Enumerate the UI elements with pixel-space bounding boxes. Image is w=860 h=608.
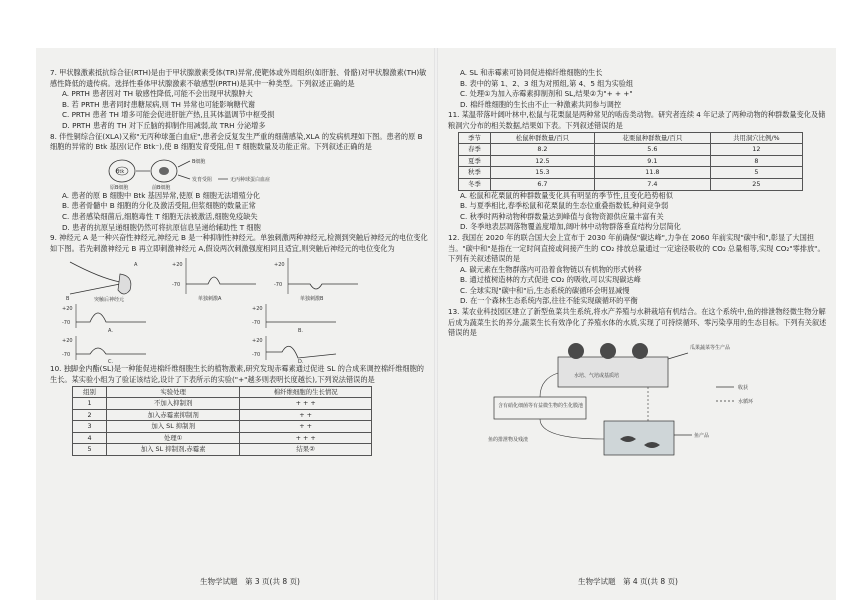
question-7-option-d: D. PRTH 患者的 TH 对下丘脑的抑制作用减弱,故 TRH 分泌增多	[62, 120, 266, 130]
table-header: 松鼠种群数量/百只	[490, 132, 594, 144]
tick-minus70-a: -70	[172, 282, 181, 289]
question-11-option-b: B. 与夏季相比,春季松鼠和花栗鼠的生态位重叠指数低,种间竞争弱	[460, 201, 669, 211]
table-row: 秋季 15.3 11.8 5	[459, 167, 803, 179]
question-11-stem: 11. 某温带落叶阔叶林中,松鼠与花栗鼠是两种常见的啮齿类动物。研究者连续 4 年记录了两种动物的种群数量变化及储粮洞穴分布的相关数据,结果如下表。下列叙述错误的是	[448, 110, 826, 130]
question-8-option-c: C. 患者感染细菌后,细胞毒性 T 细胞无法被激活,细胞免疫缺失	[62, 211, 258, 221]
option-a-figure-label: A.	[108, 328, 113, 335]
postsynaptic-label: 突触后神经元	[94, 297, 125, 303]
fish-products-label: 鱼产品	[694, 432, 710, 439]
table-header: 季节	[459, 132, 491, 144]
svg-text:-70: -70	[252, 352, 261, 359]
table-row: 5 加入 SL 抑制剂,赤霉素 结果②	[73, 444, 372, 456]
potential-options-diagram	[50, 302, 430, 364]
question-10-stem: 10. 独脚金内酯(SL)是一种能促进棉纤维细胞生长的植物激素,研究发现赤霉素通过促进 SL 的合成来调控棉纤维细胞的生长。某实验小组为了验证该结论,设计了下表所示的实验("+"越多则表明长度越长),下列说法错误的是	[50, 364, 424, 384]
question-10-option-c: C. 处理①为加入赤霉素抑制剂和 SL,结果②为"+ + +"	[460, 89, 633, 99]
question-8-option-b: B. 患者骨髓中 B 细胞的分化及激活受阻,但浆细胞的数量正常	[62, 201, 256, 211]
question-11-option-d: D. 冬季地表层凋落物覆盖度增加,阔叶林中动物群落垂直结构分层简化	[460, 222, 681, 232]
table-header: 棉纤维细胞的生长情况	[240, 386, 372, 398]
neuron-potential-diagram	[50, 254, 430, 302]
question-12-option-d: D. 在一个森林生态系统内部,往往不能实现碳循环的平衡	[460, 296, 638, 306]
hydroponics-label: 水培、气培或基质培	[574, 372, 620, 379]
question-13-stem: 13. 某农业科技园区建立了新型鱼菜共生系统,将水产养殖与水耕栽培有机结合。在这个系统中,鱼的排泄物经微生物分解后成为蔬菜生长的养分,蔬菜生长有效净化了养殖水体的水质,实现了可持续循环、零污染享用的生态目标。下列有关叙述错误的是	[448, 307, 827, 338]
question-12-stem: 12. 我国在 2020 年的联合国大会上宣布于 2030 年前确保"碳达峰",力争在 2060 年前实现"碳中和",彰显了大国担当。"碳中和"是指在一定时间直接或间接产生的 CO₂ 排放总量通过一定途径吸收的 CO₂ 总量相等,实现 CO₂"零排放"。下列有关叙述错误的是	[448, 232, 825, 264]
neuron-b-label: B	[66, 296, 70, 303]
question-11-option-c: C. 秋季时两种动物种群数量达到峰值与食物资源供应量丰富有关	[460, 211, 664, 221]
question-11-table	[458, 132, 803, 191]
xla-mechanism-diagram	[50, 153, 430, 191]
table-row: 春季 8.2 5.6 12	[459, 144, 803, 156]
vegetable-products-label: 瓜果蔬菜等生产品	[690, 344, 731, 351]
question-9-stem: 9. 神经元 A 是一种兴奋性神经元,神经元 B 是一种抑制性神经元。单独刺激两种神经元,检测到突触后神经元的电位变化如下图。若先刺激神经元 B 再立即刺激神经元 A,假设两次刺激强度相同且适宜,则突触后神经元的电位变化为	[50, 233, 428, 253]
question-10-option-d: D. 棉纤维细胞的生长由不止一种激素共同参与调控	[460, 99, 622, 109]
option-d-figure-label: D.	[298, 359, 304, 365]
page-3-footer: 生物学试题 第 3 页(共 8 页)	[200, 577, 300, 587]
question-11-option-a: A. 松鼠和花栗鼠的种群数量变化具有明显的季节性,且变化趋势相似	[460, 190, 673, 200]
microbe-pool-label: 含有硝化细菌等有益微生物的生化膜池	[498, 402, 584, 409]
svg-text:+20: +20	[62, 306, 73, 313]
question-9-figure	[50, 254, 430, 302]
table-header: 共用洞穴比例/%	[710, 132, 802, 144]
svg-text:-70: -70	[62, 352, 71, 359]
question-7-option-b: B. 若 PRTH 患者同时患糖尿病,则 TH 异常也可能影响糖代谢	[62, 99, 256, 109]
question-8-option-a: A. 患者的原 B 细胞中 Btk 基因异常,使原 B 细胞无法增殖分化	[62, 190, 261, 200]
page-fold	[434, 48, 438, 600]
legend-water-cycle: 水循环	[738, 398, 754, 405]
question-12-option-a: A. 碳元素在生物群落内可沿着食物链以有机物的形式转移	[460, 264, 642, 274]
question-8-stem: 8. 伴性铜综合征(XLA)又称"无丙种球蛋白血症",患者会反复发生严重的细菌感染,XLA 的发病机理如下图。患者的原 B 细胞的异常的 Btk 基因(记作 Btk⁻),使 B 细胞发育受阻,但 T 细胞数量及功能正常。下列叙述正确的是	[50, 131, 423, 152]
question-12-option-c: C. 全球实现"碳中和"后,生态系统的碳循环会明显减慢	[460, 285, 630, 295]
question-9-options-figure	[50, 302, 430, 364]
option-b-figure-label: B.	[298, 328, 304, 335]
question-10-table	[72, 386, 372, 457]
tick-plus20-a: +20	[172, 262, 183, 269]
question-7-stem: 7. 甲状腺激素抵抗综合征(RTH)是由于甲状腺激素受体(TR)异常,使靶体或外周组织(如肝脏、骨骼)对甲状腺激素(TH)敏感性降低的遗传病。选择性垂体甲状腺激素不敏感型(PRTH)是其中一种类型。下列叙述正确的是	[50, 68, 427, 88]
exam-sheet	[36, 48, 836, 600]
page-3	[50, 68, 430, 590]
question-10-option-b: B. 表中的第 1、2、3 组为对照组,第 4、5 组为实验组	[460, 78, 634, 88]
svg-text:+20: +20	[252, 338, 263, 345]
question-10-option-a: A. SL 和赤霉素可协同促进棉纤维细胞的生长	[460, 68, 603, 77]
pre-b-cell-label: 前B细胞	[152, 184, 171, 191]
question-12-option-b: B. 通过植树造林的方式促进 CO₂ 的吸收,可以实现碳达峰	[460, 275, 641, 285]
question-7-option-c: C. PRTH 患者 TH 增多可能会促进肝脏产热,且其体温调节中枢受损	[62, 110, 275, 120]
tick-plus20-b: +20	[274, 262, 285, 269]
table-row: 3 加入 SL 抑制剂 + +	[73, 421, 372, 433]
table-row: 2 加入赤霉素抑制剂 + +	[73, 409, 372, 421]
question-13-figure	[448, 339, 828, 459]
svg-text:+20: +20	[252, 306, 263, 313]
table-row: 夏季 12.5 9.1 8	[459, 155, 803, 167]
table-header: 花栗鼠种群数量/百只	[595, 132, 711, 144]
b-cell-label: B细胞	[192, 158, 206, 165]
fish-waste-label: 鱼的排泄物及残渣	[488, 436, 529, 443]
result-label: 无丙种球蛋白血症	[230, 176, 271, 183]
neuron-a-label: A	[134, 262, 138, 269]
aquaponics-diagram	[448, 339, 828, 459]
table-row: 冬季 6.7 7.4 25	[459, 178, 803, 190]
legend-harvest: 收获	[738, 384, 749, 391]
svg-text:-70: -70	[252, 320, 261, 327]
svg-text:+20: +20	[62, 338, 73, 345]
blocked-label: 发育受阻	[192, 176, 213, 183]
table-row: 4 处理① + + +	[73, 432, 372, 444]
svg-text:-70: -70	[62, 320, 71, 327]
stimulate-b-label: 单独刺激B	[300, 296, 324, 303]
table-header: 实验处理	[106, 386, 239, 398]
question-8-option-d: D. 患者的抗原呈递细胞仍然可将抗原信息呈递给辅助性 T 细胞	[62, 222, 261, 232]
option-c-figure-label: C.	[108, 359, 114, 365]
tick-minus70-b: -70	[274, 282, 283, 289]
page-4-footer: 生物学试题 第 4 页(共 8 页)	[578, 577, 678, 587]
table-header: 组别	[73, 386, 107, 398]
question-7-option-a: A. PRTH 患者因对 TH 敏感性降低,可能不会出现甲状腺肿大	[62, 89, 253, 99]
page-4	[448, 68, 828, 590]
table-row: 1 不加入抑制剂 + + +	[73, 398, 372, 410]
pro-b-cell-label: 原B细胞	[110, 184, 129, 191]
stimulate-a-label: 单独刺激A	[198, 296, 222, 303]
question-8-figure	[50, 153, 430, 191]
btk-label: Btk	[116, 168, 125, 175]
